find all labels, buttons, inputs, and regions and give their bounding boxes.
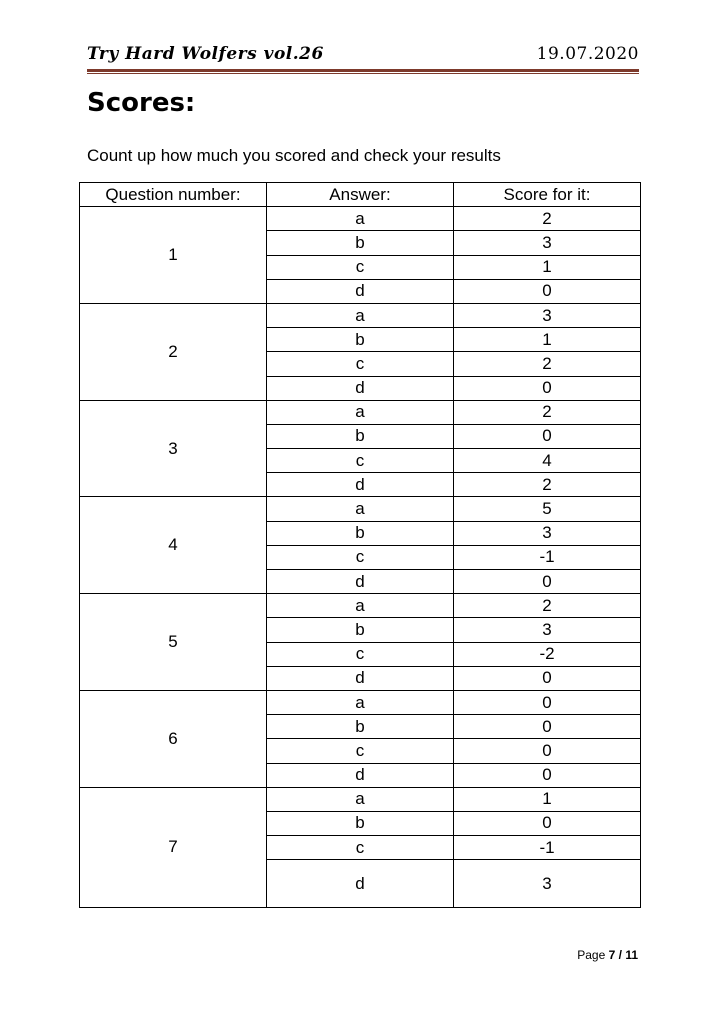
question-number-cell: 5 xyxy=(80,594,267,691)
page-separator: / xyxy=(618,948,622,962)
page-footer xyxy=(577,948,638,962)
table-row xyxy=(80,497,641,521)
answer-cell: c xyxy=(267,449,454,473)
header-date: 19.07.2020 xyxy=(536,44,639,64)
answer-cell: a xyxy=(267,497,454,521)
question-number-cell: 6 xyxy=(80,690,267,787)
answer-cell: b xyxy=(267,811,454,835)
page-current: 7 xyxy=(608,948,616,962)
score-cell: 2 xyxy=(454,400,641,424)
answer-cell: a xyxy=(267,594,454,618)
question-number-cell: 3 xyxy=(80,400,267,497)
table-row xyxy=(80,207,641,231)
column-header-question: Question number: xyxy=(80,183,267,207)
score-cell: 0 xyxy=(454,424,641,448)
answer-cell: c xyxy=(267,739,454,763)
page-heading: Scores: xyxy=(87,88,196,118)
answer-cell: a xyxy=(267,787,454,811)
table-row xyxy=(80,690,641,714)
score-cell: 0 xyxy=(454,279,641,303)
score-cell: 0 xyxy=(454,376,641,400)
question-number-cell: 1 xyxy=(80,207,267,304)
score-cell: 1 xyxy=(454,328,641,352)
score-cell: 2 xyxy=(454,594,641,618)
score-cell: 3 xyxy=(454,303,641,327)
score-cell: 3 xyxy=(454,860,641,908)
answer-cell: b xyxy=(267,231,454,255)
answer-cell: d xyxy=(267,376,454,400)
score-cell: -1 xyxy=(454,545,641,569)
score-cell: 3 xyxy=(454,521,641,545)
answer-cell: b xyxy=(267,618,454,642)
answer-cell: d xyxy=(267,666,454,690)
answer-cell: d xyxy=(267,473,454,497)
table-row xyxy=(80,400,641,424)
score-cell: 1 xyxy=(454,787,641,811)
score-cell: -1 xyxy=(454,836,641,860)
answer-cell: d xyxy=(267,860,454,908)
header-rule-thick xyxy=(87,69,639,72)
answer-cell: d xyxy=(267,570,454,594)
answer-cell: d xyxy=(267,763,454,787)
score-cell: 2 xyxy=(454,473,641,497)
question-number-cell: 2 xyxy=(80,303,267,400)
score-cell: 0 xyxy=(454,690,641,714)
answer-cell: b xyxy=(267,521,454,545)
intro-text: Count up how much you scored and check your results xyxy=(87,146,501,165)
table-row xyxy=(80,787,641,811)
answer-cell: a xyxy=(267,207,454,231)
page-header xyxy=(87,44,639,66)
score-cell: 0 xyxy=(454,811,641,835)
header-title: Try Hard Wolfers vol.26 xyxy=(87,44,324,64)
answer-cell: a xyxy=(267,400,454,424)
score-cell: 0 xyxy=(454,570,641,594)
column-header-answer: Answer: xyxy=(267,183,454,207)
answer-cell: b xyxy=(267,715,454,739)
score-cell: 3 xyxy=(454,618,641,642)
answer-cell: a xyxy=(267,303,454,327)
table-row xyxy=(80,303,641,327)
score-cell: 0 xyxy=(454,715,641,739)
header-rule-thin xyxy=(87,73,639,74)
score-cell: 2 xyxy=(454,352,641,376)
answer-cell: c xyxy=(267,352,454,376)
score-cell: 4 xyxy=(454,449,641,473)
table-row xyxy=(80,594,641,618)
answer-cell: b xyxy=(267,328,454,352)
score-cell: 0 xyxy=(454,666,641,690)
column-header-score: Score for it: xyxy=(454,183,641,207)
answer-cell: c xyxy=(267,545,454,569)
scores-table xyxy=(79,182,641,908)
question-number-cell: 7 xyxy=(80,787,267,908)
score-cell: 2 xyxy=(454,207,641,231)
score-cell: 5 xyxy=(454,497,641,521)
answer-cell: c xyxy=(267,642,454,666)
page-label: Page xyxy=(577,948,606,962)
answer-cell: c xyxy=(267,836,454,860)
score-cell: -2 xyxy=(454,642,641,666)
score-cell: 1 xyxy=(454,255,641,279)
answer-cell: c xyxy=(267,255,454,279)
page-total: 11 xyxy=(625,948,638,962)
table-header-row xyxy=(80,183,641,207)
answer-cell: b xyxy=(267,424,454,448)
score-cell: 0 xyxy=(454,739,641,763)
question-number-cell: 4 xyxy=(80,497,267,594)
score-cell: 3 xyxy=(454,231,641,255)
answer-cell: a xyxy=(267,690,454,714)
answer-cell: d xyxy=(267,279,454,303)
score-cell: 0 xyxy=(454,763,641,787)
table-body xyxy=(80,207,641,908)
